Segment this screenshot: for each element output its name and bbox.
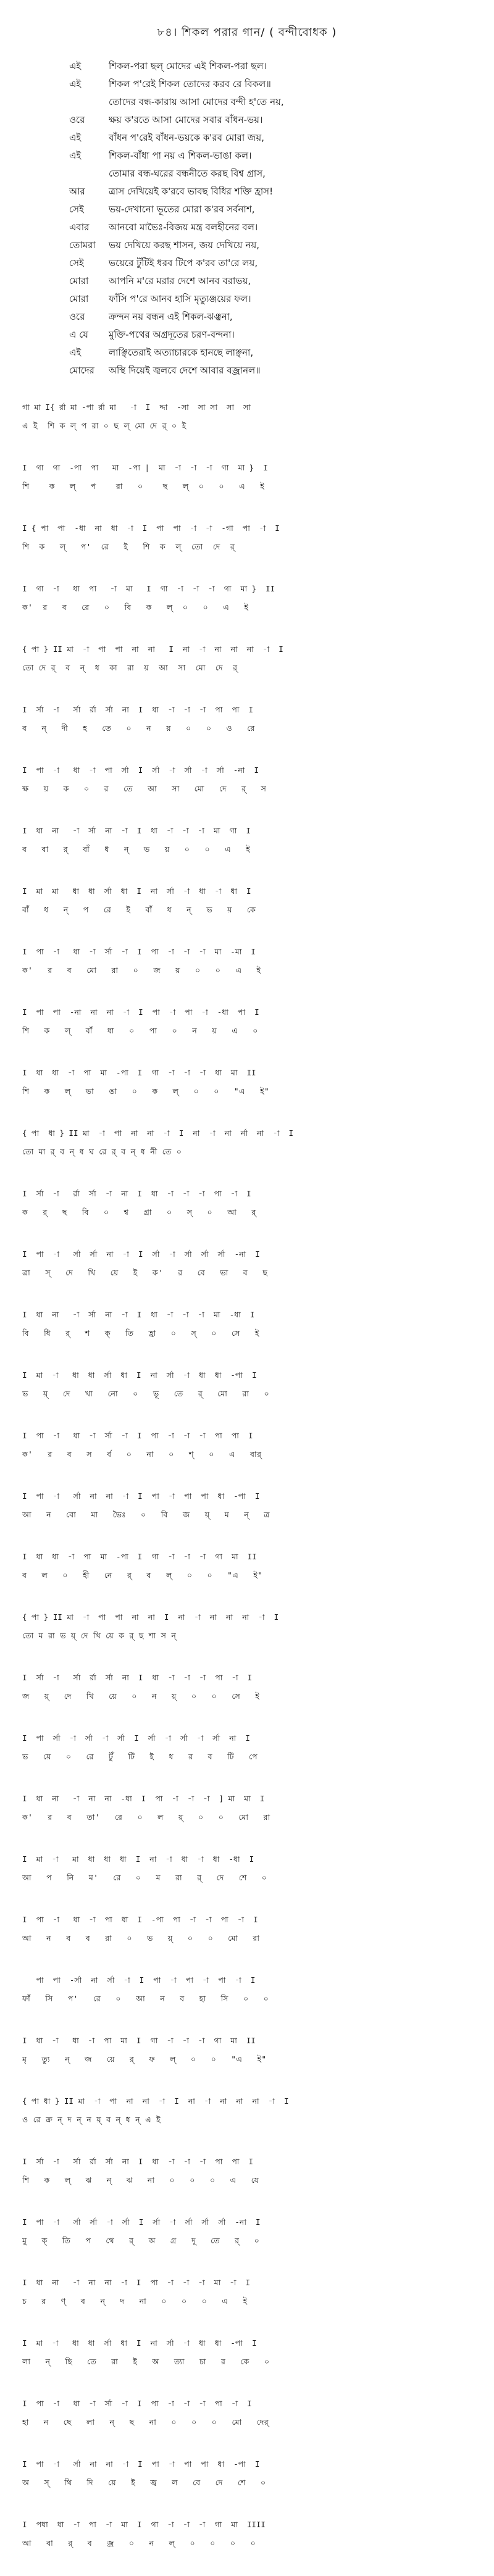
poem-line-lead: এই [69, 347, 82, 358]
poem-line [69, 274, 452, 292]
poem-line [69, 59, 452, 77]
swara-row: I গা গা -পা পা মা -পা | মা -া -া -া গা মা } I [22, 463, 268, 472]
notation-block [22, 1548, 479, 1608]
swara-row: I মা -া ধা ধা র্সা ধা I না র্সা -া ধা ধা -পা I [22, 1370, 257, 1380]
poem-line [69, 220, 452, 238]
swara-row: I মা মা ধা ধা র্সা ধা I না র্সা -া ধা -া ধা I [22, 886, 251, 896]
notation-block [22, 1306, 479, 1366]
poem-line-lead: সেই [69, 257, 84, 269]
lyric-row: ব বা র্ বাঁ ধ ন্ ভ য় ০ ০ এ ই [22, 844, 251, 854]
notation-block [22, 701, 479, 761]
lyric-row: শি ক ল্ বাঁ ধা ০ পা ০ ন য় এ ০ [22, 1026, 258, 1035]
poem-line-lead: তোমরা [69, 240, 96, 251]
notation-block [22, 459, 479, 519]
swara-row: I পা -া র্সা না না -া I পা -া পা পা ধা -পা I [22, 2459, 260, 2469]
poem-line-text: ভয় দেখিয়ে করছ শাসন, জয় দেখিয়ে নয়, [109, 240, 260, 251]
poem-line [69, 346, 452, 364]
swara-row: I পা পা -না না না -া I পা -া পা -া -ধা পা I [22, 1007, 259, 1017]
notation-block [22, 2395, 479, 2455]
lyric-row: শি ক ল্ ভা ঙা ০ ক ল্ ০ ০ "এ ই" [22, 1086, 270, 1096]
poem-line [69, 113, 452, 131]
notation-block [22, 1487, 479, 1548]
lyric-row: মু ক্ তি প থে র্ অ গ্র দূ তে র্ ০ [22, 2236, 260, 2245]
poem-line-lead: ওরে [69, 311, 85, 322]
lyric-row: জ য়্ দে খি য়ে ০ ন য়্ ০ ০ সে ই [22, 1691, 260, 1701]
notation-block [22, 1366, 479, 1427]
notation-block [22, 2516, 479, 2576]
lyric-row: আ ন বো মা ভৈঃ ০ বি জ য়্ ম ন্ ত্র [22, 1510, 270, 1519]
lyric-row: ব ন্ দী হ তে ০ ন য় ০ ০ ও রে [22, 723, 255, 733]
swara-row: I ধা -া ধা -া পা মা I গা -া -া -া গা মা II [22, 2036, 256, 2045]
poem-text [69, 59, 452, 381]
poem-line-text: শিকল-পরা ছল্ মোদের এই শিকল-পরা ছল। [109, 60, 267, 72]
notation-block [22, 1124, 479, 1185]
swara-row: I র্সা -া র্রা র্সা -া না I ধা -া -া -া পা -া I [22, 1189, 251, 1198]
poem-line [69, 202, 452, 220]
swara-row: I ধা না -া র্সা না -া I ধা -া -া -া মা গা I [22, 826, 251, 835]
notation-block [22, 519, 479, 580]
song-title: ৮৪। শিকল পরার গান/ ( বন্দীবোধক ) [157, 26, 337, 39]
poem-line-text: ভয়-দেখানো ভূতের মোরা ক'রব সর্বনাশ, [109, 204, 255, 215]
swara-row: I পা -া ধা -া পা ধা I -পা পা -া -া পা -া I [22, 1915, 258, 1924]
lyric-row: তো দে র্ ব ন্ ধ কা রা য় আ সা মো দে র্ [22, 663, 238, 672]
swara-row: I র্সা -া র্সা র্রা র্সা না I ধা -া -া -া পা পা I [22, 2157, 254, 2166]
swara-row: { পা } II মা -া পা পা না না I না -া না না না -া I [22, 1612, 279, 1622]
poem-line-text: লাঞ্ছিতেরাই অত্যাচারকে হানছে লাঞ্ছনা, [109, 347, 254, 358]
poem-line-text: ত্রাস দেখিয়েই ক'রবে ভাবছ বিধির শক্তি হ্রাস! [109, 186, 274, 197]
lyric-row: শি ক ল্ প' রে ই শি ক ল্ তো দে র্ [22, 542, 235, 551]
swara-row: I পধা ধা -া পা -া মা I গা -া -া -া গা মা IIII [22, 2520, 266, 2529]
poem-line-text: তোমার বন্ধ-ঘরের বন্ধনীতে করছ বিশ্ব গ্রাস, [109, 168, 266, 179]
lyric-row: অ স্ থি দি য়ে ই জ্ব ল বে দে শে ০ [22, 2478, 266, 2487]
lyric-row: শি ক ল্ ঝ ন্ ঝ না ০ ০ ০ এ যে [22, 2175, 259, 2185]
swara-row: I ধা না -া না না -া I পা -া -া -া মা -া I [22, 2278, 251, 2287]
swara-row: পা পা -র্সা না র্সা -া I পা -া পা -া পা -া I [22, 1975, 256, 1985]
lyric-row: মৃ ত্যু ন্ জ য়ে র্ ফ ল্ ০ ০ "এ ই" [22, 2054, 267, 2064]
poem-line-lead: এই [69, 132, 82, 143]
notation-block [22, 1971, 479, 2032]
poem-line-lead: এবার [69, 222, 90, 233]
lyric-row: ও রে ক্র ন্ দ ন্ ন য়্ ব ন্ ধ ন্ এ ই [22, 2115, 161, 2124]
swara-row: I গা -া ধা পা -া মা I গা -া -া -া গা মা } II [22, 584, 275, 593]
notation-block [22, 2274, 479, 2334]
swara-row: I ধা ধা -া পা মা -পা I গা -া -া -া ধা মা II [22, 1068, 256, 1077]
lyric-row: আ বা র্ ব জ্র ০ ন ল্ ০ ০ ০ ০ [22, 2538, 256, 2548]
swara-row: I পা র্সা -া র্সা -া র্সা I র্সা -া র্সা -া র্সা না I [22, 1733, 250, 1743]
notation-block [22, 2213, 479, 2274]
notation-block [22, 1003, 479, 1064]
poem-line-text: বাঁধন প'রেই বাঁধন-ভয়কে ক'রব মোরা জয়, [109, 132, 264, 143]
poem-line [69, 310, 452, 328]
lyric-row: চ র ণ্ ব ন্ দ না ০ ০ ০ এ ই [22, 2296, 248, 2306]
notation-block [22, 2032, 479, 2092]
notation-block [22, 822, 479, 882]
poem-line [69, 256, 452, 274]
poem-line [69, 328, 452, 346]
poem-line-text: ফাঁসি প'রে আনব হাসি মৃত্যুঞ্জয়ের ফল। [109, 293, 251, 304]
swara-row: I পা -া র্সা র্সা -া র্সা I র্সা -া র্সা র্সা র্সা -না I [22, 2217, 261, 2227]
lyric-row: বি ধি র্ শ ক্ তি হ্রা ০ স্ ০ সে ই [22, 1328, 259, 1338]
lyric-row: তো ম রা ভ য়্ দে খি য়ে ক র্ ছ শা স ন্ [22, 1631, 177, 1640]
swara-row: { পা ধা } II মা -া পা না না -া I না -া না র্না না -া I [22, 1128, 294, 1138]
poem-line-lead: মোরা [69, 275, 89, 286]
swara-row: I পা -া ধা -া র্সা -া I পা -া -া -া পা -া I [22, 2399, 252, 2408]
poem-line [69, 149, 452, 167]
poem-line-text: অস্থি দিয়েই জ্বলবে দেশে আবার বজ্রানল॥ [109, 365, 261, 376]
poem-line [69, 292, 452, 310]
swara-row: গা মা I{ র্রা মা -পা র্রা মা -া I দ্দা -সা সা সা সা সা [22, 402, 256, 412]
lyric-row: লা ন্ ছি তে রা ই অ ত্যা চা র কে ০ [22, 2357, 270, 2366]
notation-block [22, 1911, 479, 1971]
poem-line-lead: এই [69, 150, 82, 161]
poem-line [69, 131, 452, 149]
lyric-row: ফাঁ সি প' রে ০ আ ন ব হা সি ০ ০ [22, 1994, 269, 2003]
lyric-row: ব ল ০ হী নে র্ ব ল্ ০ ০ "এ ই" [22, 1570, 263, 1580]
notation-block [22, 882, 479, 943]
notation-block [22, 1427, 479, 1487]
swara-row: I { পা পা -ধা না ধা -া I পা পা -া -া -গা পা -া I [22, 523, 280, 533]
lyric-row: বাঁ ধ ন্ প রে ই বাঁ ধ ন্ ভ য় কে [22, 905, 256, 914]
notation-block [22, 2092, 479, 2153]
poem-line-text: তোদের বন্ধ-কারায় আসা মোদের বন্দী হ'তে নয়, [109, 96, 284, 107]
swara-row: I ধা না -া না না -ধা I পা -া -া -া ] মা মা I [22, 1794, 265, 1803]
lyric-row: ক' র ব মো রা ০ জ য় ০ ০ এ ই [22, 965, 261, 975]
poem-line-text: আপনি ম'রে মরার দেশে আনব বরাভয়, [109, 275, 251, 286]
swara-row: I মা -া ধা ধা র্সা ধা I না র্সা -া ধা ধা -পা I [22, 2338, 257, 2348]
notation-block [22, 1064, 479, 1124]
notation-block [22, 1850, 479, 1911]
poem-line-text: শিকল-বাঁধা পা নয় এ শিকল-ভাঙা কল। [109, 150, 252, 161]
poem-line-lead: এই [69, 60, 82, 72]
lyric-row: হা ন ছে লা ন্ ছ না ০ ০ ০ মো দের্ [22, 2417, 269, 2427]
lyric-row: ক্ষ য় ক ০ র তে আ সা মো দে র্ স [22, 784, 267, 793]
lyric-row: ভ য়্ দে খা নো ০ ভূ তে র্ মো রা ০ [22, 1389, 270, 1398]
swara-row: I পা -া ধা -া র্সা -া I পা -া -া -া মা -মা I [22, 947, 256, 956]
swara-row: I পা -া ধা -া র্সা -া I পা -া -া -া পা পা I [22, 1431, 253, 1440]
swara-row: I মা -া মা ধা ধা ধা I না -া ধা -া ধা -ধা I [22, 1854, 254, 1864]
notation-block [22, 1608, 479, 1669]
poem-line-text: ভয়েরে টুঁটিই ধরব টিপে ক'রব তা'রে লয়, [109, 257, 258, 269]
poem-line [69, 77, 452, 95]
lyric-row: শি ক ল্ প রা ০ ছ ল্ ০ ০ এ ই [22, 481, 265, 491]
notation-block [22, 640, 479, 701]
notation-block [22, 761, 479, 822]
lyric-row: আ প নি ম' রে ০ ম রা র্ দে শে ০ [22, 1873, 267, 1882]
notation-block [22, 2153, 479, 2213]
poem-line-lead: আর [69, 186, 85, 197]
swaralipi-notation [22, 398, 479, 2576]
swara-row: I র্সা -া র্সা র্রা র্সা না I ধা -া -া -া পা -া I [22, 1673, 253, 1682]
swara-row: I র্সা -া র্সা র্রা র্সা না I ধা -া -া -া পা পা I [22, 705, 254, 714]
poem-line-lead: ওরে [69, 114, 85, 125]
poem-line-text: শিকল প'রেই শিকল তোদের করব রে বিকল॥ [109, 78, 271, 90]
poem-line-lead: এই [69, 78, 82, 90]
notation-block [22, 1729, 479, 1790]
notation-block [22, 2455, 479, 2516]
notation-block [22, 580, 479, 640]
notation-block [22, 1185, 479, 1245]
swara-row: I পা -া ধা -া পা র্সা I র্সা -া র্সা -া র্সা -না I [22, 765, 259, 775]
lyric-row: ত্রা স্ দে খি য়ে ই ক' র বে ভা ব ছ [22, 1268, 268, 1277]
swara-row: I পা -া র্সা না না -া I পা -া পা পা ধা -পা I [22, 1491, 260, 1501]
lyric-row: ক' র ব তা' রে ০ ল য়্ ০ ০ মো রা [22, 1812, 270, 1822]
notation-block [22, 398, 479, 459]
lyric-row: আ ন ব ব রা ০ ভ য়্ ০ ০ মো রা [22, 1933, 260, 1943]
poem-line [69, 167, 452, 185]
notation-block [22, 1790, 479, 1850]
poem-line [69, 185, 452, 202]
swara-row: I ধা ধা -া পা মা -পা I গা -া -া -া গা মা II [22, 1552, 257, 1561]
notation-block [22, 1245, 479, 1306]
poem-line [69, 95, 452, 113]
notation-block [22, 2334, 479, 2395]
swara-row: I পা -া র্সা র্সা না -া I র্সা -া র্সা র্সা র্সা -না I [22, 1249, 260, 1259]
notation-block [22, 943, 479, 1003]
poem-line-text: ক্ষয় ক'রতে আসা মোদের সবার বাঁধন-ভয়। [109, 114, 263, 125]
poem-line-lead: সেই [69, 204, 84, 215]
poem-line-lead: এ যে [69, 329, 88, 340]
lyric-row: তো মা র্ ব ন্ ধ ঘ রে র্ ব ন্ ধ নী তে ০ [22, 1147, 182, 1156]
notation-block [22, 1669, 479, 1729]
poem-line [69, 238, 452, 256]
poem-line-text: মুক্তি-পথের অগ্রদূতের চরণ-বন্দনা। [109, 329, 235, 340]
poem-line-lead: মোরা [69, 293, 89, 304]
poem-line-text: আনবো মাভৈঃ-বিজয় মন্ত্র বলহীনের বল। [109, 222, 258, 233]
lyric-row: ক' র ব স র্ব ০ না ০ শ্ ০ এ বার্ [22, 1449, 262, 1459]
lyric-row: ভ য়ে ০ রে টুঁ টি ই ধ র ব টি পে [22, 1752, 258, 1761]
poem-line-text: ক্রন্দন নয় বন্ধন এই শিকল-ঝঞ্ঝনা, [109, 311, 233, 322]
lyric-row: ক' র ব রে ০ বি ক ল্ ০ ০ এ ই [22, 602, 249, 612]
swara-row: { পা } II মা -া পা পা না না I না -া না না না -া I [22, 644, 283, 654]
swara-row: { পা ধা } II মা -া পা না না -া I না -া না না না -া I [22, 2096, 289, 2106]
swara-row: I ধা না -া র্সা না -া I ধা -া -া -া মা -ধা I [22, 1310, 255, 1319]
poem-line [69, 364, 452, 381]
lyric-row: এ ই শি ক ল্ প রা ০ ছ ল্ মো দে র্ ০ ই [22, 421, 186, 430]
lyric-row: ক র্ ছ বি ০ শ্ব গ্রা ০ স্ ০ আ র্ [22, 1207, 256, 1217]
poem-line-lead: মোদের [69, 365, 94, 376]
